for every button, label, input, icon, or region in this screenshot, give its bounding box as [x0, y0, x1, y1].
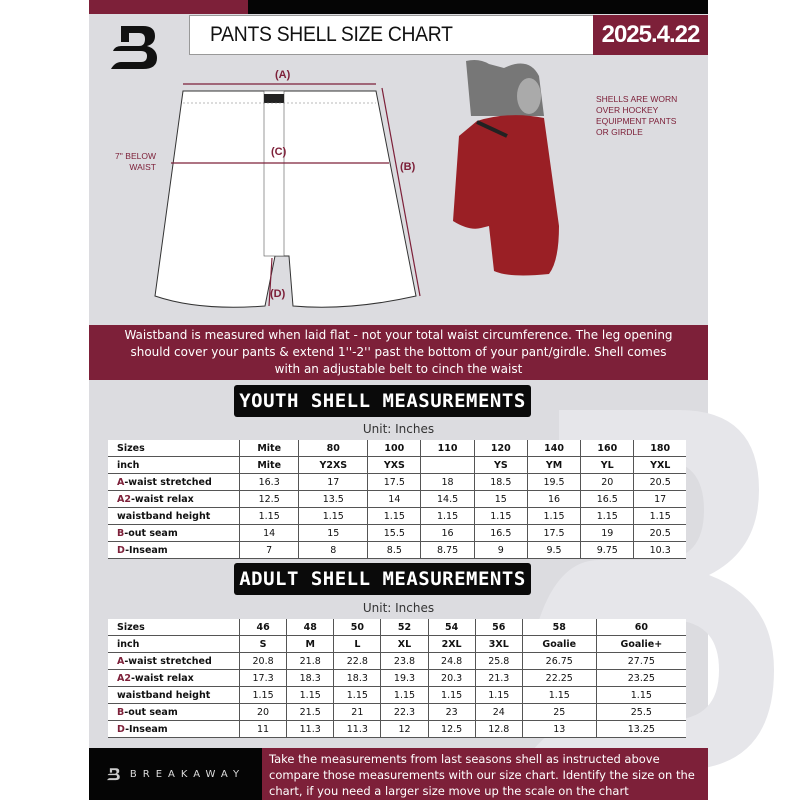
table-cell: Goalie	[522, 636, 596, 653]
youth-size-table	[108, 440, 686, 559]
note-line: SHELLS ARE WORN	[596, 94, 678, 104]
table-row	[108, 687, 686, 704]
table-cell: 17	[634, 491, 686, 508]
table-cell: 1.15	[421, 508, 474, 525]
adult-size-table	[108, 619, 686, 738]
info-band	[89, 325, 708, 380]
table-cell: 110	[421, 440, 474, 457]
table-cell: 54	[428, 619, 475, 636]
footer-brand	[89, 748, 262, 800]
table-cell: 80	[299, 440, 368, 457]
table-cell: 13	[522, 721, 596, 738]
table-cell: 22.3	[381, 704, 428, 721]
row-label-text: Sizes	[117, 442, 145, 454]
row-label-text: inch	[117, 459, 140, 471]
table-cell: 120	[474, 440, 527, 457]
table-cell: 20.5	[634, 474, 686, 491]
table-cell: 14	[368, 491, 421, 508]
table-cell: 22.25	[522, 670, 596, 687]
table-cell: YXL	[634, 457, 686, 474]
table-cell: 7	[240, 542, 299, 559]
row-label	[108, 704, 240, 721]
table-cell: 17.5	[368, 474, 421, 491]
table-cell: YXS	[368, 457, 421, 474]
info-text: Waistband is measured when laid flat - not your total waist circumference. The leg opening should cover your pants & extend 1''-2'' past the bottom of your pant/girdle. Shell comes with an adjustable belt to cinch the waist	[124, 328, 673, 376]
table-cell: 24	[475, 704, 522, 721]
below-waist-note	[111, 151, 156, 173]
label-b: (B)	[400, 161, 416, 173]
table-cell: 12	[381, 721, 428, 738]
table-cell: 16.5	[581, 491, 634, 508]
table-cell: 20.5	[634, 525, 686, 542]
note-line: OVER HOCKEY	[596, 105, 659, 115]
row-label-prefix: D	[117, 544, 126, 556]
table-cell: 140	[527, 440, 580, 457]
label-c: (C)	[271, 146, 287, 158]
below-waist-line: WAIST	[129, 162, 156, 172]
table-cell: 1.15	[581, 508, 634, 525]
table-cell: 10.3	[634, 542, 686, 559]
table-cell: 20.8	[240, 653, 287, 670]
row-label	[108, 687, 240, 704]
row-label-text: waistband height	[117, 689, 211, 701]
table-cell: 25.5	[596, 704, 686, 721]
page-title: PANTS SHELL SIZE CHART	[210, 23, 453, 46]
pants-diagram	[89, 56, 708, 326]
below-waist-line: 7'' BELOW	[114, 151, 156, 161]
table-cell: 46	[240, 619, 287, 636]
table-cell: 18.3	[334, 670, 381, 687]
table-cell: 16	[527, 491, 580, 508]
table-cell: 56	[475, 619, 522, 636]
table-cell: S	[240, 636, 287, 653]
table-cell: 1.15	[287, 687, 334, 704]
brand-name: BREAKAWAY	[129, 768, 246, 780]
table-cell: M	[287, 636, 334, 653]
table-cell: 9	[474, 542, 527, 559]
youth-unit: Unit: Inches	[362, 422, 435, 436]
table-cell: 52	[381, 619, 428, 636]
row-label-prefix: A	[117, 476, 125, 488]
table-cell: 15	[474, 491, 527, 508]
table-cell: 1.15	[299, 508, 368, 525]
table-cell: YM	[527, 457, 580, 474]
table-cell: 18.5	[474, 474, 527, 491]
row-label	[108, 525, 240, 542]
table-cell: 24.8	[428, 653, 475, 670]
label-d: (D)	[270, 288, 286, 300]
table-cell: 23.8	[381, 653, 428, 670]
row-label-text: -waist stretched	[124, 655, 212, 667]
row-label-prefix: A2	[117, 493, 131, 505]
row-label-text: -out seam	[124, 527, 178, 539]
table-cell	[421, 457, 474, 474]
table-cell: 1.15	[381, 687, 428, 704]
size-chart-page	[89, 0, 708, 800]
table-cell: 21.8	[287, 653, 334, 670]
table-cell: 14	[240, 525, 299, 542]
row-label-text: inch	[117, 638, 140, 650]
table-row	[108, 670, 686, 687]
table-cell: 2XL	[428, 636, 475, 653]
table-cell: 9.5	[527, 542, 580, 559]
table-cell: 11.3	[287, 721, 334, 738]
row-label-prefix: B	[117, 706, 125, 718]
adult-heading: ADULT SHELL MEASUREMENTS	[234, 563, 531, 595]
table-cell: 12.8	[475, 721, 522, 738]
table-cell: 21.5	[287, 704, 334, 721]
row-label	[108, 542, 240, 559]
title-box	[189, 15, 595, 55]
table-row	[108, 653, 686, 670]
table-cell: 14.5	[421, 491, 474, 508]
table-cell: 26.75	[522, 653, 596, 670]
table-cell: 27.75	[596, 653, 686, 670]
date-badge: 2025.4.22	[593, 15, 708, 55]
table-row	[108, 721, 686, 738]
table-cell: 19.5	[527, 474, 580, 491]
footer-instructions: Take the measurements from last seasons shell as instructed above compare those measurements with our size chart. Identify the size on the chart, if you need a larger size move up the scale on the chart	[262, 748, 708, 800]
table-cell: 1.15	[474, 508, 527, 525]
row-label-prefix: D	[117, 723, 126, 735]
table-cell: 12.5	[428, 721, 475, 738]
note-line: OR GIRDLE	[596, 127, 643, 137]
label-a: (A)	[275, 69, 291, 81]
row-label-prefix: A2	[117, 672, 131, 684]
row-label-prefix: B	[117, 527, 125, 539]
table-cell: 1.15	[240, 508, 299, 525]
table-cell: 8	[299, 542, 368, 559]
adult-unit: Unit: Inches	[362, 601, 435, 615]
table-cell: 1.15	[527, 508, 580, 525]
table-cell: 1.15	[368, 508, 421, 525]
table-cell: 50	[334, 619, 381, 636]
table-row	[108, 619, 686, 636]
table-cell: 17	[299, 474, 368, 491]
table-cell: 11	[240, 721, 287, 738]
row-label	[108, 474, 240, 491]
table-cell: 18.3	[287, 670, 334, 687]
youth-heading: YOUTH SHELL MEASUREMENTS	[234, 385, 531, 417]
row-label	[108, 721, 240, 738]
row-label-text: -waist relax	[130, 672, 194, 684]
table-cell: 23.25	[596, 670, 686, 687]
table-cell: 22.8	[334, 653, 381, 670]
table-cell: 60	[596, 619, 686, 636]
table-cell: 20	[581, 474, 634, 491]
table-cell: Mite	[240, 440, 299, 457]
table-cell: 58	[522, 619, 596, 636]
row-label	[108, 670, 240, 687]
shell-worn-note	[596, 94, 677, 138]
row-label-text: -Inseam	[125, 544, 168, 556]
table-cell: 21	[334, 704, 381, 721]
table-row	[108, 474, 686, 491]
table-cell: 21.3	[475, 670, 522, 687]
table-cell: 1.15	[596, 687, 686, 704]
table-cell: 160	[581, 440, 634, 457]
row-label	[108, 619, 240, 636]
note-line: EQUIPMENT PANTS	[596, 116, 677, 126]
row-label	[108, 457, 240, 474]
table-cell: 180	[634, 440, 686, 457]
table-cell: 16	[421, 525, 474, 542]
table-cell: 15.5	[368, 525, 421, 542]
row-label-text: -waist relax	[130, 493, 194, 505]
row-label	[108, 653, 240, 670]
breakaway-logo-icon	[106, 763, 122, 785]
table-row	[108, 491, 686, 508]
row-label	[108, 636, 240, 653]
table-cell: 18	[421, 474, 474, 491]
table-cell: 17.5	[527, 525, 580, 542]
table-cell: XL	[381, 636, 428, 653]
table-cell: 20	[240, 704, 287, 721]
row-label	[108, 508, 240, 525]
table-cell: 48	[287, 619, 334, 636]
table-row	[108, 704, 686, 721]
row-label-text: Sizes	[117, 621, 145, 633]
table-row	[108, 525, 686, 542]
row-label-text: -out seam	[124, 706, 178, 718]
table-cell: 1.15	[428, 687, 475, 704]
table-cell: 23	[428, 704, 475, 721]
table-cell: Goalie+	[596, 636, 686, 653]
table-cell: 19.3	[381, 670, 428, 687]
table-cell: 3XL	[475, 636, 522, 653]
table-cell: 1.15	[475, 687, 522, 704]
table-cell: 12.5	[240, 491, 299, 508]
table-cell: Mite	[240, 457, 299, 474]
table-cell: 1.15	[634, 508, 686, 525]
row-label-text: waistband height	[117, 510, 211, 522]
table-cell: 20.3	[428, 670, 475, 687]
row-label	[108, 440, 240, 457]
table-cell: 13.5	[299, 491, 368, 508]
table-cell: 11.3	[334, 721, 381, 738]
table-row	[108, 508, 686, 525]
row-label-text: -waist stretched	[124, 476, 212, 488]
table-row	[108, 440, 686, 457]
table-cell: Y2XS	[299, 457, 368, 474]
row-label	[108, 491, 240, 508]
table-row	[108, 457, 686, 474]
table-cell: 1.15	[240, 687, 287, 704]
row-label-text: -Inseam	[125, 723, 168, 735]
table-cell: 9.75	[581, 542, 634, 559]
table-row	[108, 636, 686, 653]
table-cell: 8.75	[421, 542, 474, 559]
table-cell: 16.5	[474, 525, 527, 542]
table-cell: 13.25	[596, 721, 686, 738]
table-cell: 100	[368, 440, 421, 457]
top-bar-accent	[89, 0, 248, 14]
table-cell: 1.15	[522, 687, 596, 704]
table-cell: YL	[581, 457, 634, 474]
table-cell: 8.5	[368, 542, 421, 559]
table-row	[108, 542, 686, 559]
table-cell: 15	[299, 525, 368, 542]
table-cell: 16.3	[240, 474, 299, 491]
table-cell: 1.15	[334, 687, 381, 704]
top-bar-dark	[248, 0, 708, 14]
table-cell: 17.3	[240, 670, 287, 687]
table-cell: 25	[522, 704, 596, 721]
table-cell: 19	[581, 525, 634, 542]
table-cell: L	[334, 636, 381, 653]
table-cell: 25.8	[475, 653, 522, 670]
table-cell: YS	[474, 457, 527, 474]
row-label-prefix: A	[117, 655, 125, 667]
